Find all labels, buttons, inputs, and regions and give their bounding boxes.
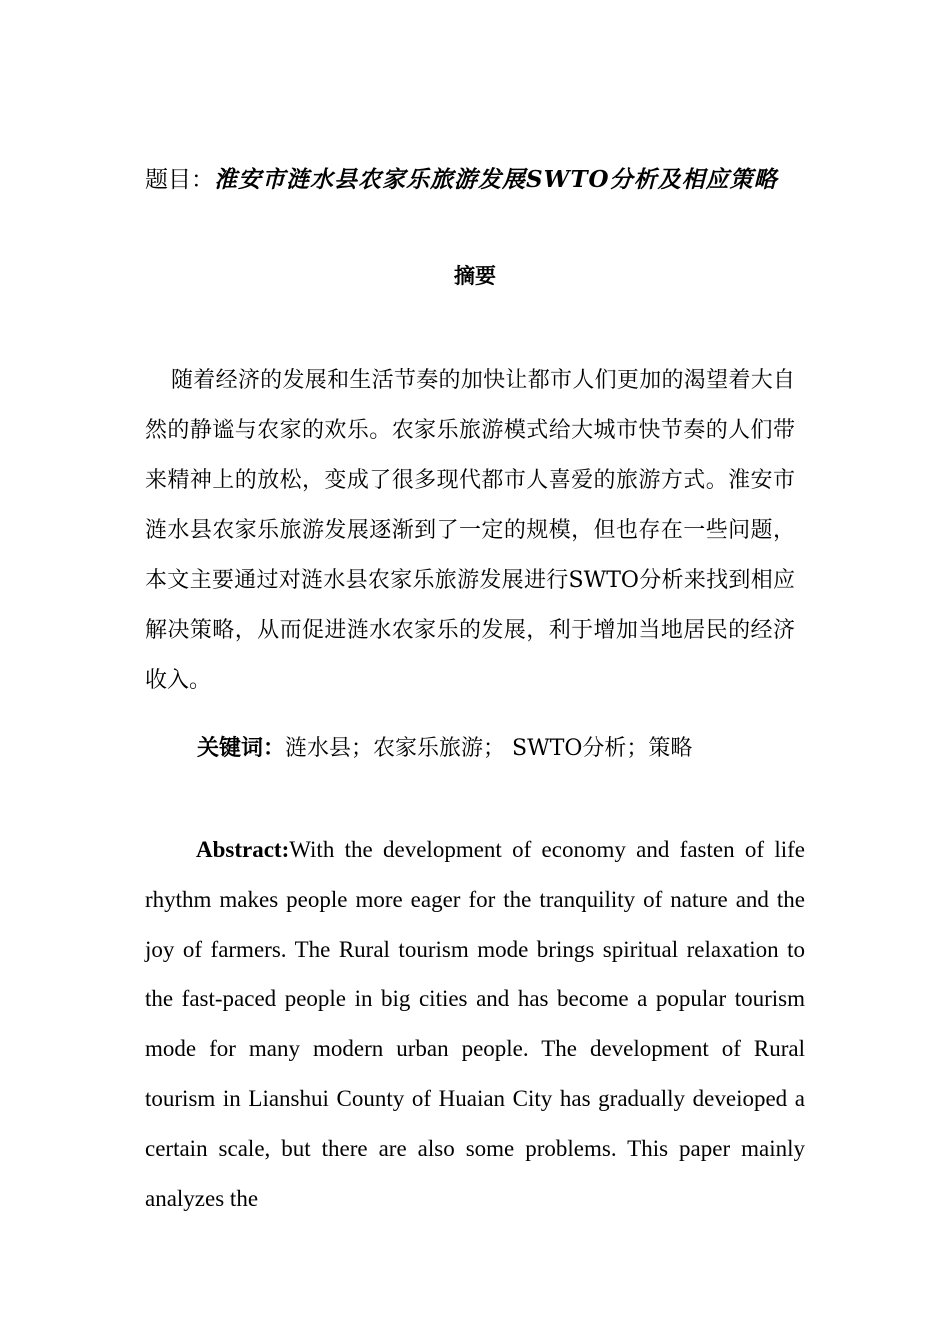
title-text: 淮安市涟水县农家乐旅游发展SWTO分析及相应策略	[214, 166, 778, 193]
keywords-label: 关键词：	[197, 735, 286, 761]
keywords-line	[197, 726, 817, 771]
english-abstract-text: With the development of economy and fasten of life rhythm makes people more eager for the tranquility of nature and the joy of farmers. The Rural tourism mode brings spiritual relaxation to the fast-paced people in big cities and has become a popular tourism mode for many modern urban people. The development of Rural tourism in Lianshui County of Huaian City has gradually deveioped a certain scale, but there are also some problems. This paper mainly analyzes the	[145, 837, 805, 1211]
english-abstract-label: Abstract:	[196, 837, 290, 862]
keywords-text: 涟水县；农家乐旅游； SWTO分析；策略	[285, 736, 693, 761]
title-label: 题目：	[145, 167, 214, 193]
english-abstract-paragraph	[145, 825, 805, 1223]
abstract-heading: 摘要	[454, 263, 496, 288]
chinese-abstract-paragraph: 随着经济的发展和生活节奏的加快让都市人们更加的渴望着大自然的静谧与农家的欢乐。农家乐旅游模式给大城市快节奏的人们带来精神上的放松，变成了很多现代都市人喜爱的旅游方式。淮安市涟水县农家乐旅游发展逐渐到了一定的规模，但也存在一些问题，本文主要通过对涟水县农家乐旅游发展进行SWTO分析来找到相应解决策略，从而促进涟水农家乐的发展，利于增加当地居民的经济收入。	[145, 368, 795, 693]
document-title	[145, 157, 805, 203]
